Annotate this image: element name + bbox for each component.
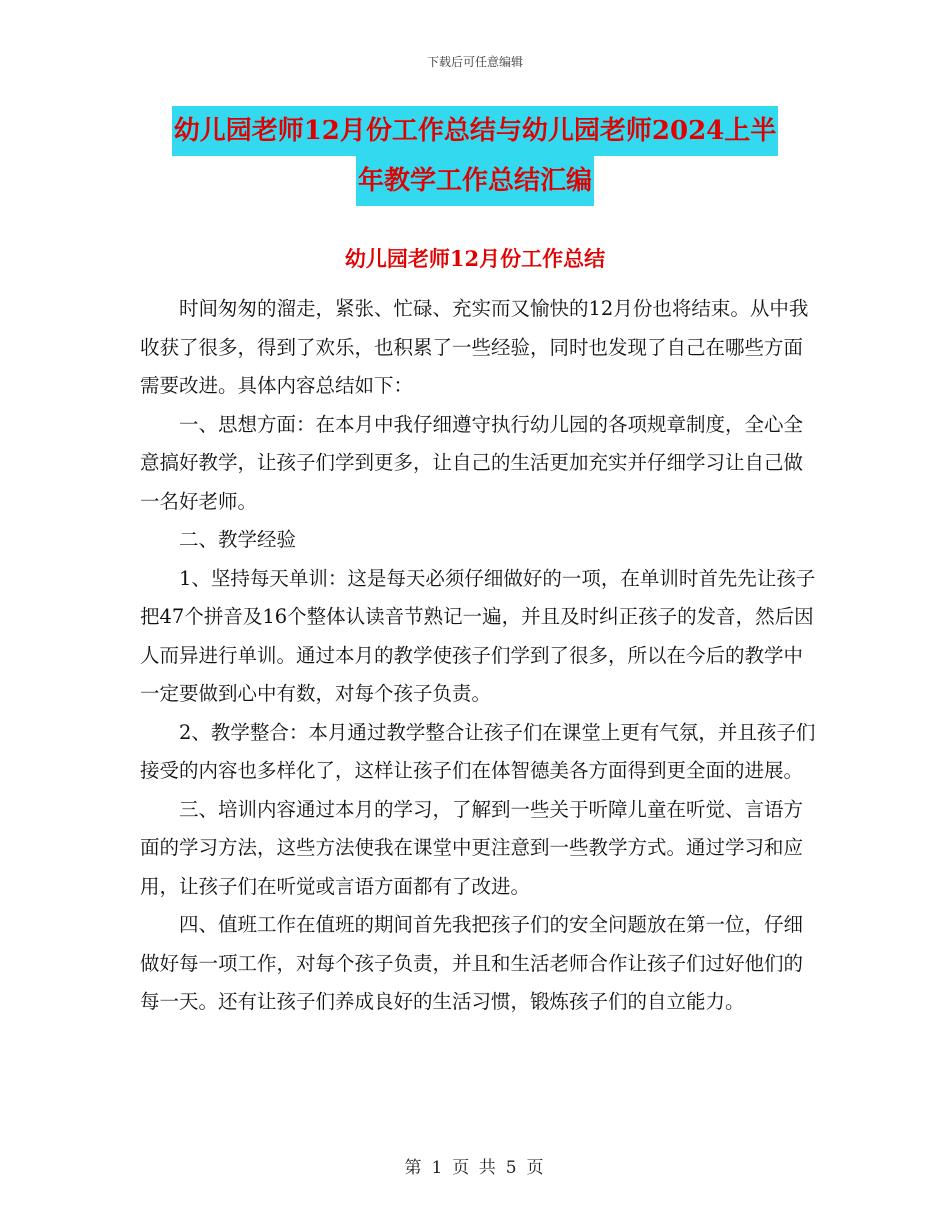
footer-mid: 页 共 — [452, 1158, 498, 1178]
footer-suffix: 页 — [526, 1158, 546, 1178]
paragraph-teaching-integration: 2、教学整合：本月通过教学整合让孩子们在课堂上更有气氛，并且孩子们接受的内容也多样化了，这样让孩子们在体智德美各方面得到更全面的进展。 — [140, 720, 816, 782]
paragraph-training-content: 三、培训内容通过本月的学习，了解到一些关于听障儿童在听觉、言语方面的学习方法，这些方法使我在课堂中更注意到一些教学方式。通过学习和应用，让孩子们在听觉或言语方面都有了改进。 — [140, 797, 804, 898]
footer-prefix: 第 — [404, 1158, 424, 1178]
document-body — [140, 290, 820, 1022]
paragraph-intro: 时间匆匆的溜走，紧张、忙碌、充实而又愉快的12月份也将结束。从中我收获了很多，得到了欢乐，也积累了一些经验，同时也发现了自己在哪些方面需要改进。具体内容总结如下： — [140, 297, 809, 397]
header-note: 下载后可任意编辑 — [426, 55, 523, 69]
footer-total-pages: 5 — [505, 1158, 519, 1178]
page-footer — [0, 1153, 950, 1178]
paragraph-thought: 一、思想方面：在本月中我仔细遵守执行幼儿园的各项规章制度，全心全意搞好教学，让孩子们学到更多，让自己的生活更加充实并仔细学习让自己做一名好老师。 — [140, 412, 804, 513]
document-title-line-2: 年教学工作总结汇编 — [356, 156, 594, 206]
document-title — [0, 106, 950, 206]
document-title-line-1: 幼儿园老师12月份工作总结与幼儿园老师2024上半 — [172, 106, 779, 156]
paragraph-duty-work: 四、值班工作在值班的期间首先我把孩子们的安全问题放在第一位，仔细做好每一项工作，对每个孩子负责，并且和生活老师合作让孩子们过好他们的每一天。还有让孩子们养成良好的生活习惯，锻炼孩子们的自立能力。 — [140, 913, 804, 1013]
paragraph-teaching-heading: 二、教学经验 — [179, 528, 297, 551]
section-title: 幼儿园老师12月份工作总结 — [344, 246, 606, 271]
paragraph-daily-training: 1、坚持每天单训：这是每天必须仔细做好的一项，在单训时首先先让孩子把47个拼音及16个整体认读音节熟记一遍，并且及时纠正孩子的发音，然后因人而异进行单训。通过本月的教学使孩子们学到了很多，所以在今后的教学中一定要做到心中有数，对每个孩子负责。 — [140, 566, 816, 705]
footer-page-number: 1 — [431, 1158, 445, 1178]
